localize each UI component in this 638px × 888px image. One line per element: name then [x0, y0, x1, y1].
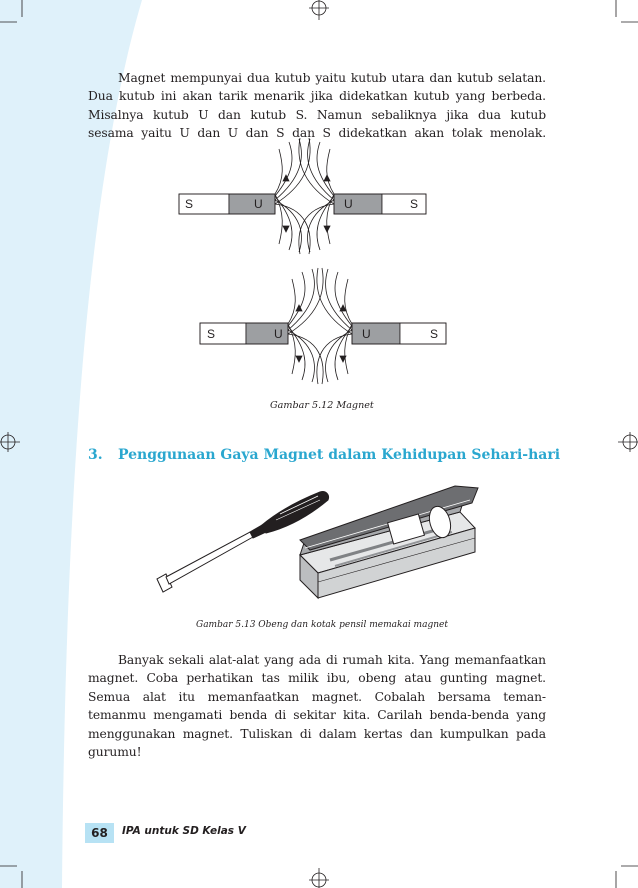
pole-label-u: U [344, 197, 353, 211]
pole-label-s: S [410, 197, 419, 211]
section-number: 3. [88, 447, 103, 463]
magnet-pair-bottom [200, 268, 446, 384]
text-line: Magnet mempunyai dua kutub yaitu kutub utara dan kutub selatan. [118, 71, 546, 85]
pole-label-u: U [274, 327, 283, 341]
field-lines [288, 268, 352, 384]
pole-label-u: U [254, 197, 263, 211]
text-line: Dua kutub ini akan tarik menarik jika didekatkan kutub yang berbeda. [88, 89, 546, 104]
pole-label-s: S [207, 327, 216, 341]
field-lines [275, 138, 334, 254]
text-line: Semua alat itu memanfaatkan magnet. Cobalah bersama teman- [88, 689, 546, 704]
pencil-box-illustration [300, 486, 478, 598]
book-title: IPA untuk SD Kelas V [122, 825, 246, 837]
text-line: temanmu mengamati benda di sekitar kita. Carilah benda-benda yang [88, 708, 546, 723]
text-line: Misalnya kutub U dan kutub S. Namun sebaliknya jika dua kutub [88, 107, 546, 122]
text-line: Banyak sekali alat-alat yang ada di rumah kita. Yang memanfaatkan [118, 653, 546, 667]
magnet-pair-top [179, 138, 426, 254]
section-title: Penggunaan Gaya Magnet dalam Kehidupan Sehari-hari [118, 447, 561, 463]
figure-caption: Gambar 5.13 Obeng dan kotak pensil memakai magnet [196, 620, 448, 630]
pole-label-s: S [185, 197, 194, 211]
body-paragraph [88, 651, 546, 761]
text-line: magnet. Coba perhatikan tas milik ibu, obeng atau gunting magnet. [88, 671, 546, 686]
text-line: menggunakan magnet. Tuliskan di dalam kertas dan kumpulkan pada [88, 726, 546, 741]
text-line: sesama yaitu U dan U dan S dan S didekatkan akan tolak menolak. [88, 126, 546, 141]
page-number: 68 [85, 823, 114, 843]
pole-label-s: S [430, 327, 439, 341]
text-line: gurumu! [88, 745, 142, 760]
section-heading [88, 447, 560, 463]
pole-label-u: U [362, 327, 371, 341]
figure-caption: Gambar 5.12 Magnet [270, 400, 374, 411]
